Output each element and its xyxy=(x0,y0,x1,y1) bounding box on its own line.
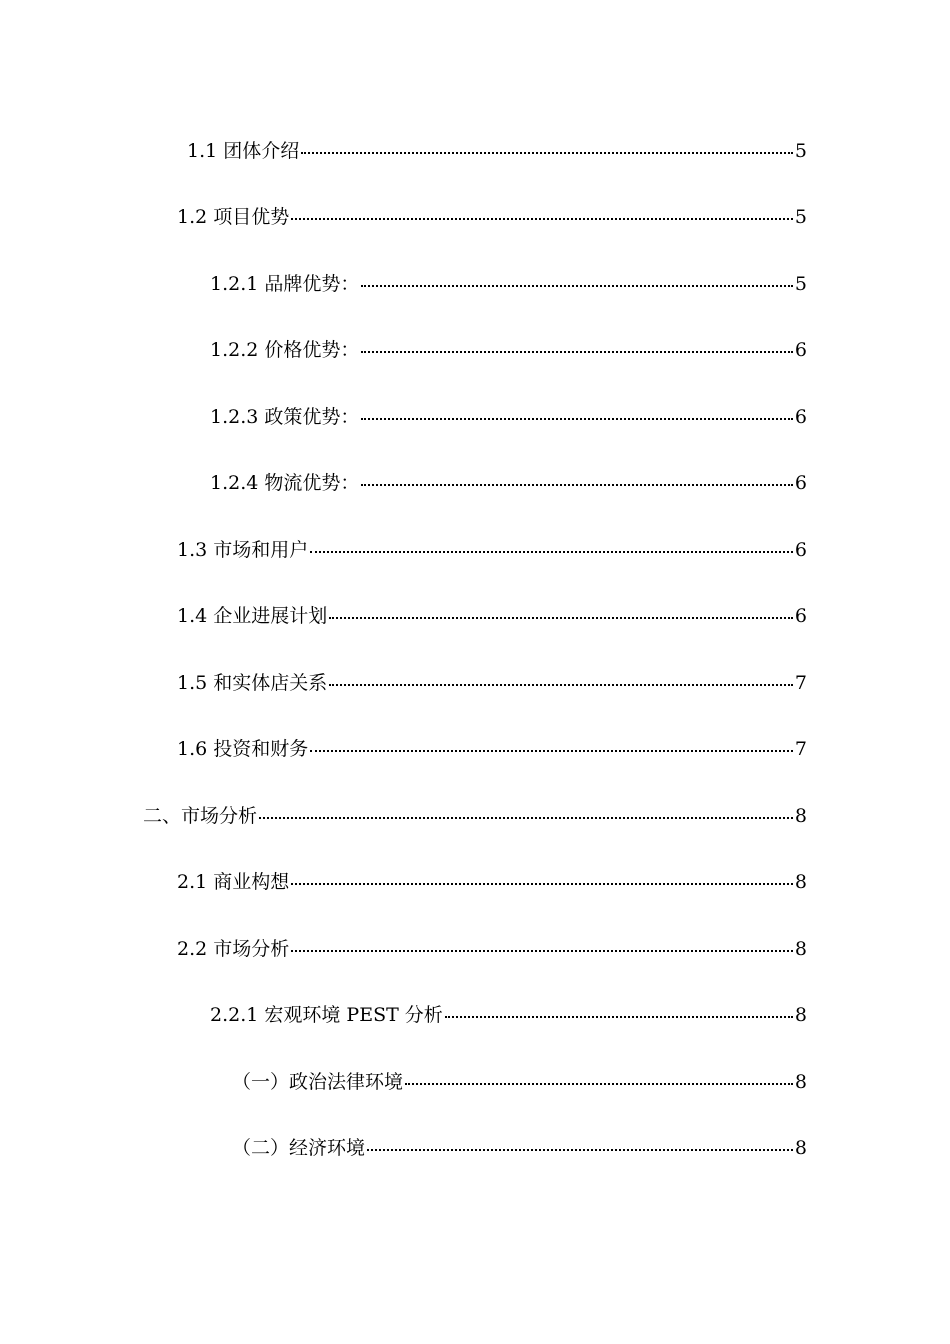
toc-page-number: 6 xyxy=(794,339,807,361)
toc-page-number: 8 xyxy=(794,1004,807,1026)
toc-entry-1-4[interactable] xyxy=(177,601,807,631)
dot-leader xyxy=(445,1016,793,1018)
dot-leader xyxy=(405,1083,793,1085)
dot-leader xyxy=(329,684,793,686)
toc-page-number: 8 xyxy=(794,938,807,960)
dot-leader xyxy=(310,750,793,752)
dot-leader xyxy=(301,152,793,154)
toc-page-number: 8 xyxy=(794,1137,807,1159)
toc-entry-2-2[interactable] xyxy=(177,934,807,964)
toc-entry-title: 1.6 投资和财务 xyxy=(177,738,309,760)
toc-entry-1-2-3[interactable] xyxy=(210,402,807,432)
toc-page-number: 5 xyxy=(794,140,807,162)
toc-entry-title: 1.5 和实体店关系 xyxy=(177,672,328,694)
toc-entry-chapter-2[interactable] xyxy=(143,801,807,831)
dot-leader xyxy=(361,418,793,420)
dot-leader xyxy=(361,351,793,353)
toc-entry-title: 1.2 项目优势 xyxy=(177,206,290,228)
toc-page-number: 6 xyxy=(794,472,807,494)
toc-entry-title: 2.2.1 宏观环境 PEST 分析 xyxy=(210,1004,443,1026)
toc-entry-1-2-1[interactable] xyxy=(210,269,807,299)
toc-entry-title: 1.3 市场和用户 xyxy=(177,539,309,561)
toc-page-number: 8 xyxy=(794,1071,807,1093)
toc-page-number: 5 xyxy=(794,273,807,295)
toc-entry-1-6[interactable] xyxy=(177,734,807,764)
toc-page-number: 6 xyxy=(794,539,807,561)
toc-entry-title: 2.1 商业构想 xyxy=(177,871,290,893)
toc-entry-1-3[interactable] xyxy=(177,535,807,565)
dot-leader xyxy=(310,551,793,553)
toc-entry-title: 1.2.3 政策优势： xyxy=(210,406,360,428)
toc-entry-1-2-4[interactable] xyxy=(210,468,807,498)
toc-page-number: 5 xyxy=(794,206,807,228)
dot-leader xyxy=(291,883,793,885)
dot-leader xyxy=(329,617,793,619)
toc-entry-1-5[interactable] xyxy=(177,668,807,698)
dot-leader xyxy=(361,285,793,287)
toc-entry-title: 1.2.2 价格优势： xyxy=(210,339,360,361)
toc-page-number: 8 xyxy=(794,871,807,893)
toc-page-number: 7 xyxy=(794,672,807,694)
toc-entry-2-2-1[interactable] xyxy=(210,1000,807,1030)
toc-entry-1-1[interactable] xyxy=(187,136,807,166)
dot-leader xyxy=(291,218,793,220)
dot-leader xyxy=(367,1149,793,1151)
toc-entry-2-2-1-a[interactable] xyxy=(232,1067,807,1097)
toc-page-number: 7 xyxy=(794,738,807,760)
toc-entry-1-2[interactable] xyxy=(177,202,807,232)
toc-page-number: 6 xyxy=(794,406,807,428)
toc-entry-title: （一）政治法律环境 xyxy=(232,1071,404,1093)
toc-page-number: 6 xyxy=(794,605,807,627)
toc-entry-title: 1.2.4 物流优势： xyxy=(210,472,360,494)
toc-entry-title: 二、市场分析 xyxy=(143,805,258,827)
toc-entry-title: （二）经济环境 xyxy=(232,1137,366,1159)
toc-entry-title: 1.2.1 品牌优势： xyxy=(210,273,360,295)
toc-entry-1-2-2[interactable] xyxy=(210,335,807,365)
toc-entry-title: 1.1 团体介绍 xyxy=(187,140,300,162)
dot-leader xyxy=(259,817,793,819)
dot-leader xyxy=(361,484,793,486)
toc-entry-title: 2.2 市场分析 xyxy=(177,938,290,960)
dot-leader xyxy=(291,950,793,952)
toc-page-number: 8 xyxy=(794,805,807,827)
toc-entry-2-1[interactable] xyxy=(177,867,807,897)
toc-entry-title: 1.4 企业进展计划 xyxy=(177,605,328,627)
toc-entry-2-2-1-b[interactable] xyxy=(232,1133,807,1163)
